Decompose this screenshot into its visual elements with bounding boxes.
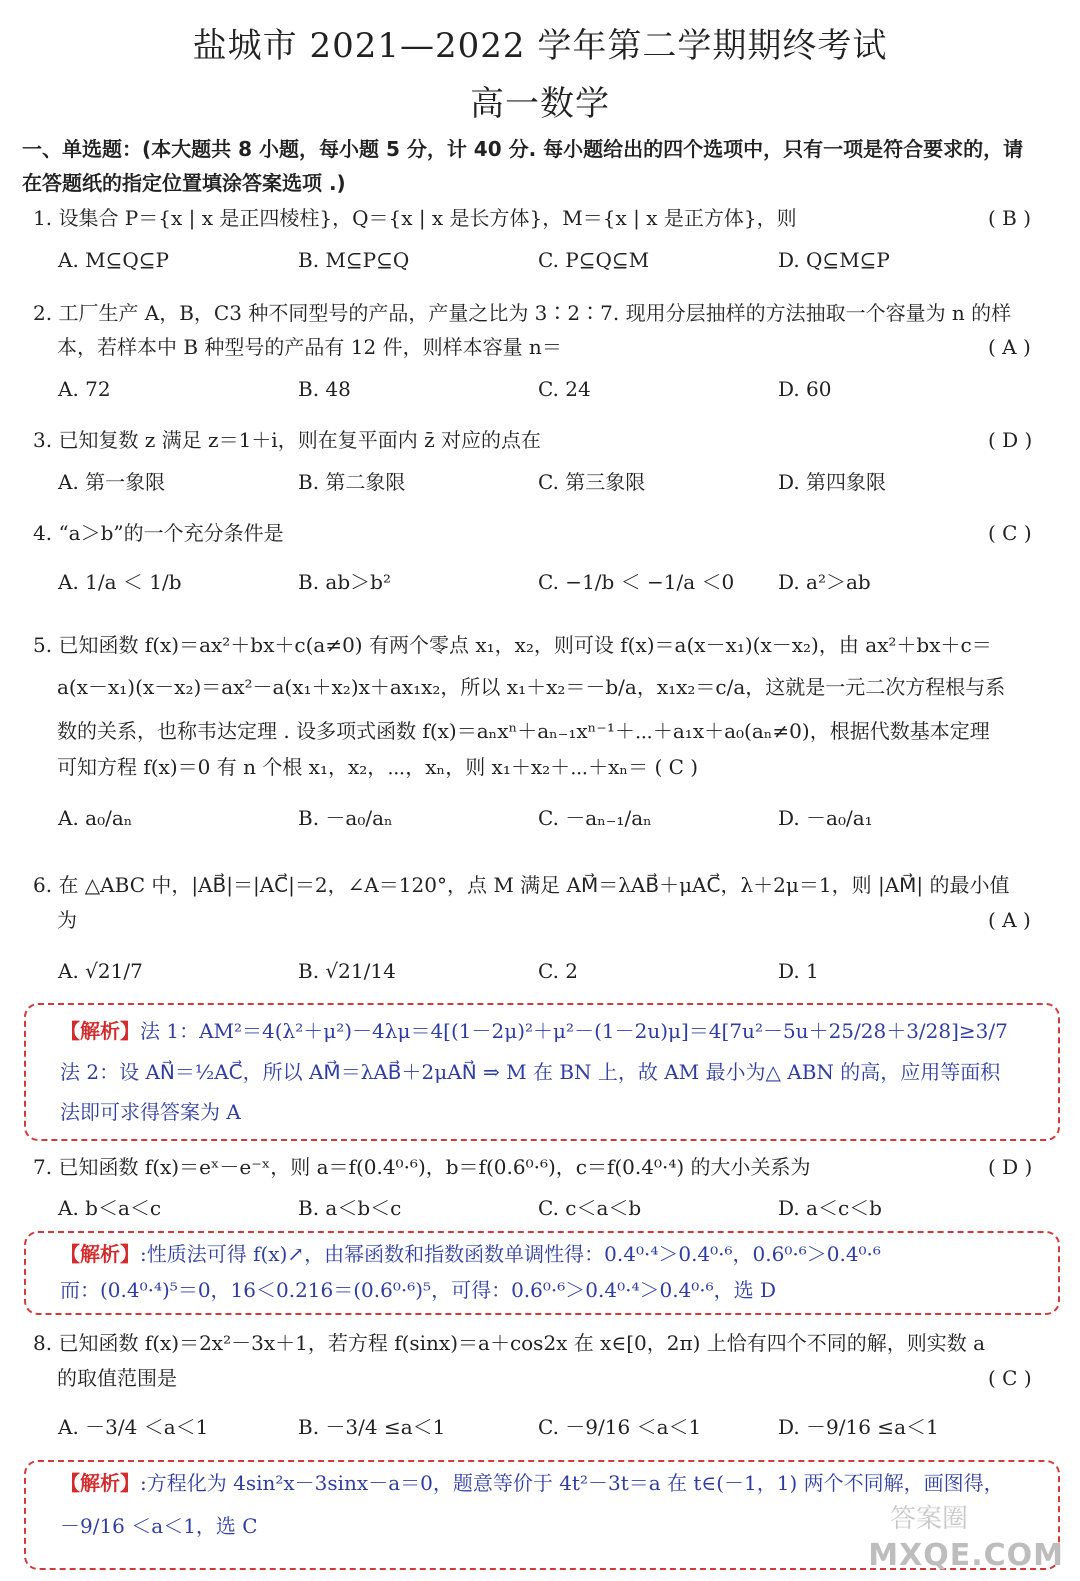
question-8-option-a: A. －3/4 ＜a＜1: [58, 1415, 209, 1439]
solution-6-line3: 法即可求得答案为 A: [60, 1100, 241, 1124]
watermark-logo-text: 答案圈: [889, 1504, 968, 1534]
question-7-option-b: B. a＜b＜c: [298, 1196, 402, 1220]
question-6-option-d: D. 1: [778, 959, 819, 983]
solution-8-tag: 【解析】: [60, 1471, 140, 1495]
solution-6-line1-text: 法 1：AM²＝4(λ²＋μ²)－4λμ＝4[(1－2μ)²＋μ²－(1－2u)μ]＝4[7u²－5u＋25/28＋3/28]≥3/7: [140, 1019, 1008, 1043]
solution-7-line2: 而：(0.4⁰·⁴)⁵＝0，16＜0.216＝(0.6⁰·⁶)⁵，可得：0.6⁰·⁶＞0.4⁰·⁴＞0.4⁰·⁶，选 D: [60, 1278, 777, 1302]
question-7-stem: 7. 已知函数 f(x)＝eˣ－e⁻ˣ，则 a＝f(0.4⁰·⁶)，b＝f(0.6⁰·⁶)，c＝f(0.4⁰·⁴) 的大小关系为: [33, 1155, 811, 1179]
question-5-line2: a(x－x₁)(x－x₂)＝ax²－a(x₁＋x₂)x＋ax₁x₂，所以 x₁＋x₂＝－b/a，x₁x₂＝c/a，这就是一元二次方程根与系: [57, 675, 1006, 699]
question-5-line4: 可知方程 f(x)＝0 有 n 个根 x₁，x₂，⋯，xₙ，则 x₁＋x₂＋⋯＋xₙ＝ ( C ): [57, 755, 699, 779]
question-5-option-d: D. －a₀/a₁: [778, 806, 873, 830]
solution-7-line1-text: :性质法可得 f(x)↗，由幂函数和指数函数单调性得：0.4⁰·⁴＞0.4⁰·⁶，0.6⁰·⁶＞0.4⁰·⁶: [140, 1242, 881, 1266]
question-4-option-a: A. 1/a ＜ 1/b: [58, 570, 182, 594]
question-4-option-d: D. a²＞ab: [778, 570, 871, 594]
question-4-stem: 4. “a＞b”的一个充分条件是: [33, 521, 284, 545]
solution-6-line2: 法 2：设 AN⃗＝½AC⃗，所以 AM⃗＝λAB⃗＋2μAN⃗ ⇒ M 在 BN 上，故 AM 最小为△ ABN 的高，应用等面积: [60, 1060, 1001, 1084]
exam-subtitle: 高一数学: [470, 84, 610, 124]
solution-7-tag: 【解析】: [60, 1242, 140, 1266]
question-5-option-b: B. －a₀/aₙ: [298, 806, 393, 830]
question-3-stem: 3. 已知复数 z 满足 z＝1＋i，则在复平面内 z̄ 对应的点在: [33, 428, 541, 452]
question-2-option-d: D. 60: [778, 377, 832, 401]
solution-8-line2: －9/16 ＜a＜1，选 C: [60, 1514, 258, 1538]
question-6-option-c: C. 2: [538, 959, 579, 983]
question-1-option-d: D. Q⊆M⊆P: [778, 248, 890, 272]
question-7-option-d: D. a＜c＜b: [778, 1196, 882, 1220]
question-6-line1: 6. 在 △ABC 中，|AB⃗|＝|AC⃗|＝2，∠A＝120°，点 M 满足 AM⃗＝λAB⃗＋μAC⃗，λ＋2μ＝1，则 |AM⃗| 的最小值: [33, 873, 1010, 897]
question-6-option-b: B. √21/14: [298, 959, 396, 983]
question-2-stem-line1: 2. 工厂生产 A，B，C3 种不同型号的产品，产量之比为 3∶2∶7. 现用分层抽样的方法抽取一个容量为 n 的样: [33, 301, 1012, 325]
question-2-answer: ( A ): [988, 335, 1031, 359]
question-1-option-c: C. P⊆Q⊆M: [538, 248, 650, 272]
question-3-option-c: C. 第三象限: [538, 470, 646, 494]
question-2-option-a: A. 72: [58, 377, 111, 401]
question-1-answer: ( B ): [988, 206, 1032, 230]
question-7-option-c: C. c＜a＜b: [538, 1196, 642, 1220]
question-8-option-d: D. －9/16 ≤a＜1: [778, 1415, 939, 1439]
question-3-answer: ( D ): [988, 428, 1033, 452]
question-3-option-d: D. 第四象限: [778, 470, 887, 494]
question-6-answer: ( A ): [988, 908, 1031, 932]
watermark-site: MXQE.COM: [868, 1538, 1064, 1573]
solution-6-line1: [60, 1014, 1050, 1048]
question-8-option-b: B. －3/4 ≤a＜1: [298, 1415, 446, 1439]
question-5-line1: 5. 已知函数 f(x)＝ax²＋bx＋c(a≠0) 有两个零点 x₁，x₂，则可设 f(x)＝a(x－x₁)(x－x₂)，由 ax²＋bx＋c＝: [33, 633, 992, 657]
question-7-option-a: A. b＜a＜c: [58, 1196, 162, 1220]
question-6-line2: 为: [57, 908, 77, 932]
question-1-option-a: A. M⊆Q⊆P: [58, 248, 170, 272]
question-2-option-c: C. 24: [538, 377, 591, 401]
solution-8-line1: [60, 1466, 1050, 1500]
solution-7-line1: [60, 1237, 1050, 1271]
question-2-option-b: B. 48: [298, 377, 351, 401]
question-4-option-c: C. −1/b ＜ −1/a ＜0: [538, 570, 735, 594]
question-6-option-a: A. √21/7: [58, 959, 143, 983]
question-5-line3: 数的关系，也称韦达定理 . 设多项式函数 f(x)＝aₙxⁿ＋aₙ₋₁xⁿ⁻¹＋⋯＋a₁x＋a₀(aₙ≠0)，根据代数基本定理: [57, 719, 990, 743]
question-8-line1: 8. 已知函数 f(x)＝2x²－3x＋1，若方程 f(sinx)＝a＋cos2x 在 x∈[0，2π) 上恰有四个不同的解，则实数 a: [33, 1331, 986, 1355]
question-3-option-b: B. 第二象限: [298, 470, 406, 494]
question-2-stem-line2: 本，若样本中 B 种型号的产品有 12 件，则样本容量 n＝: [57, 335, 562, 359]
solution-6-tag: 【解析】: [60, 1019, 140, 1043]
question-7-answer: ( D ): [988, 1155, 1033, 1179]
question-5-option-a: A. a₀/aₙ: [58, 806, 133, 830]
question-8-line2: 的取值范围是: [57, 1366, 177, 1390]
question-4-answer: ( C ): [988, 521, 1032, 545]
question-3-option-a: A. 第一象限: [58, 470, 166, 494]
question-5-option-c: C. －aₙ₋₁/aₙ: [538, 806, 652, 830]
question-4-option-b: B. ab＞b²: [298, 570, 391, 594]
section-heading-line1: 一、单选题：(本大题共 8 小题，每小题 5 分，计 40 分. 每小题给出的四个选项中，只有一项是符合要求的，请: [22, 137, 1024, 161]
question-1-stem: 1. 设集合 P＝{x | x 是正四棱柱}，Q＝{x | x 是长方体}，M＝{x | x 是正方体}，则: [33, 206, 797, 230]
question-8-answer: ( C ): [988, 1366, 1032, 1390]
solution-8-line1-text: :方程化为 4sin²x－3sinx－a＝0，题意等价于 4t²－3t＝a 在 t∈(－1，1) 两个不同解，画图得，: [140, 1471, 1004, 1495]
section-heading-line2: 在答题纸的指定位置填涂答案选项 .): [22, 171, 346, 195]
question-8-option-c: C. －9/16 ＜a＜1: [538, 1415, 702, 1439]
question-1-option-b: B. M⊆P⊆Q: [298, 248, 410, 272]
exam-title: 盐城市 2021—2022 学年第二学期期终考试: [192, 26, 888, 66]
